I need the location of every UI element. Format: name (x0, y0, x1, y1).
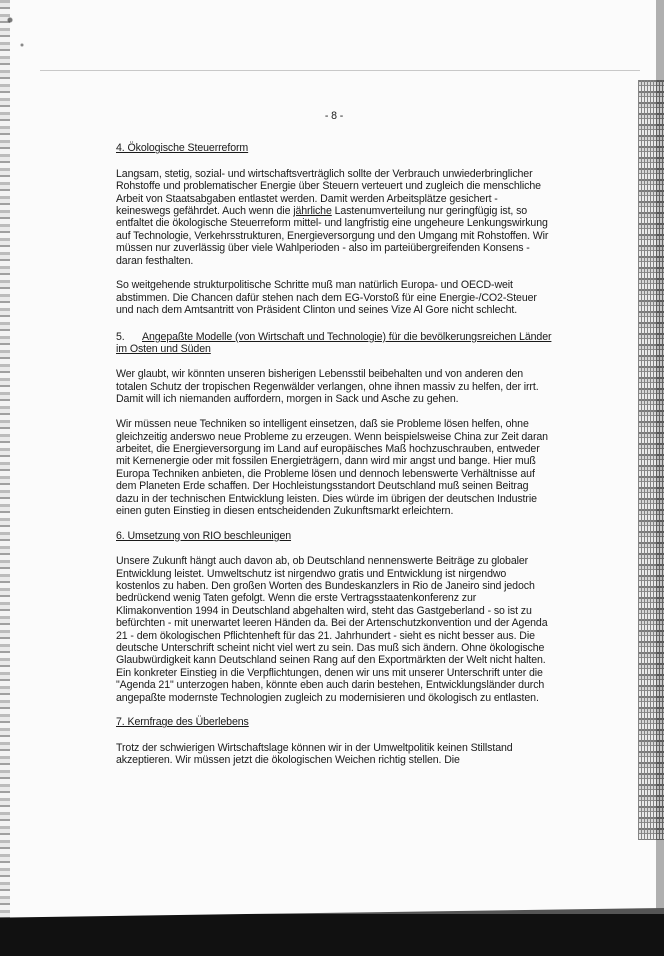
scan-edge-bottom (0, 908, 664, 956)
scan-specks (0, 0, 40, 70)
scan-noise-right (638, 80, 664, 840)
paragraph-text: Lastenumverteilung nur geringfügig ist, so entfaltet die ökologische Steuerreform mittel- und langfristig eine ungeheure Lenkungswirkung auf Technologie, Verkehrsstrukturen, Energieversorgung und den Umgang mit Rohstoffen. Wir müssen nur zuverlässig über viele Wahlperioden - also im parteiübergreifenden Konsens - daran festhalten. (116, 205, 549, 267)
section-heading (116, 331, 552, 356)
page-number: - 8 - (324, 110, 344, 122)
paragraph: Trotz der schwierigen Wirtschaftslage können wir in der Umweltpolitik keinen Stillstand akzeptieren. Wir müssen jetzt die ökologischen Weichen richtig stellen. Die (116, 741, 513, 767)
section-heading: 6. Umsetzung von RIO beschleunigen (116, 529, 292, 542)
paragraph (116, 168, 552, 267)
section-heading: 4. Ökologische Steuerreform (116, 142, 249, 155)
section-heading: 7. Kernfrage des Überlebens (116, 716, 249, 729)
document-body (116, 110, 552, 779)
paragraph-text: Langsam, stetig, sozial- und wirtschaftsverträglich sollte der Verbrauch unwiederbringlicher Rohstoffe und problematischer Energie über Steuern verteuert und zugleich die menschliche Arbeit von Staatsabgaben entlastet werden. Damit werden Arbeitsplätze gesichert - keineswegs gefährdet. Auch wenn die (116, 167, 541, 218)
paragraph: So weitgehende strukturpolitische Schritte muß man natürlich Europa- und OECD-weit abstimmen. Die Chancen dafür stehen nach dem EG-Vorstoß für eine Energie-/CO2-Steuer und nach dem Amtsantritt von Präsident Clinton und seines Vize Al Gore nicht schlecht. (116, 279, 537, 317)
paragraph: Wir müssen neue Techniken so intelligent einsetzen, daß sie Probleme lösen helfen, ohne gleichzeitig anderswo neue Probleme zu erzeugen. Wenn beispielsweise China zur Zeit daran arbeitet, die Energieversorgung im Land auf europäisches Maß hochzuschrauben, entweder mit Kernenergie oder mit fossilen Energieträgern, dann wird mir angst und bange. Hier muß Europa Techniken anbieten, die Probleme lösen und dennoch lebenswerte Verhältnisse auf dem Planeten Erde schaffen. Der Hochleistungsstandort Deutschland muß seinen Beitrag dazu in der technischen Entwicklung leisten. Dies würde im übrigen der deutschen Industrie einen guten Einstieg in diesen entscheidenden Zukunftsmarkt erleichtern. (116, 418, 548, 517)
underlined-word: jährliche (293, 205, 332, 218)
scan-edge-left (0, 0, 10, 956)
scan-fold-line (40, 70, 640, 71)
paragraph: Unsere Zukunft hängt auch davon ab, ob Deutschland nennenswerte Beiträge zu globaler Entwicklung leistet. Umweltschutz ist nirgendwo gratis und Entwicklung ist nirgendwo kostenlos zu haben. Den großen Worten des Bundeskanzlers in Rio de Janeiro sind jedoch bedrückend wenig Taten gefolgt. Wenn die erste Vertragsstaatenkonferenz zur Klimakonvention 1994 in Deutschland abgehalten wird, steht das Gastgeberland - so ist zu befürchten - mit unerwartet leeren Händen da. Bei der Artenschutzkonvention und der Agenda 21 - dem ökologischen Pflichtenheft für das 21. Jahrhundert - sieht es nicht besser aus. Die deutsche Unterschrift scheint nicht viel wert zu sein. Das muß sich ändern. Ohne ökologische Glaubwürdigkeit kann Deutschland seinen Rang auf den Exportmärkten der Welt nicht halten. Ein konkreter Einstieg in die Verpflichtungen, denen wir uns mit unserer Unterschrift unter die "Agenda 21" unterzogen haben, könnte eben auch darin bestehen, Entwicklungsländer durch angepaßte modernste Technologien zugleich zu modernisieren und ökologisch zu entlasten. (116, 555, 548, 704)
paragraph: Wer glaubt, wir könnten unseren bisherigen Lebensstil beibehalten und von anderen den totalen Schutz der tropischen Regenwälder verlangen, ohne ihnen massiv zu helfen, der irrt. Damit will ich niemanden auffordern, morgen in Sack und Asche zu gehen. (116, 368, 539, 406)
section-title: Angepaßte Modelle (von Wirtschaft und Technologie) für die bevölkerungsreichen Länder im Osten und Süden (116, 330, 552, 356)
section-number: 5. (116, 330, 125, 343)
